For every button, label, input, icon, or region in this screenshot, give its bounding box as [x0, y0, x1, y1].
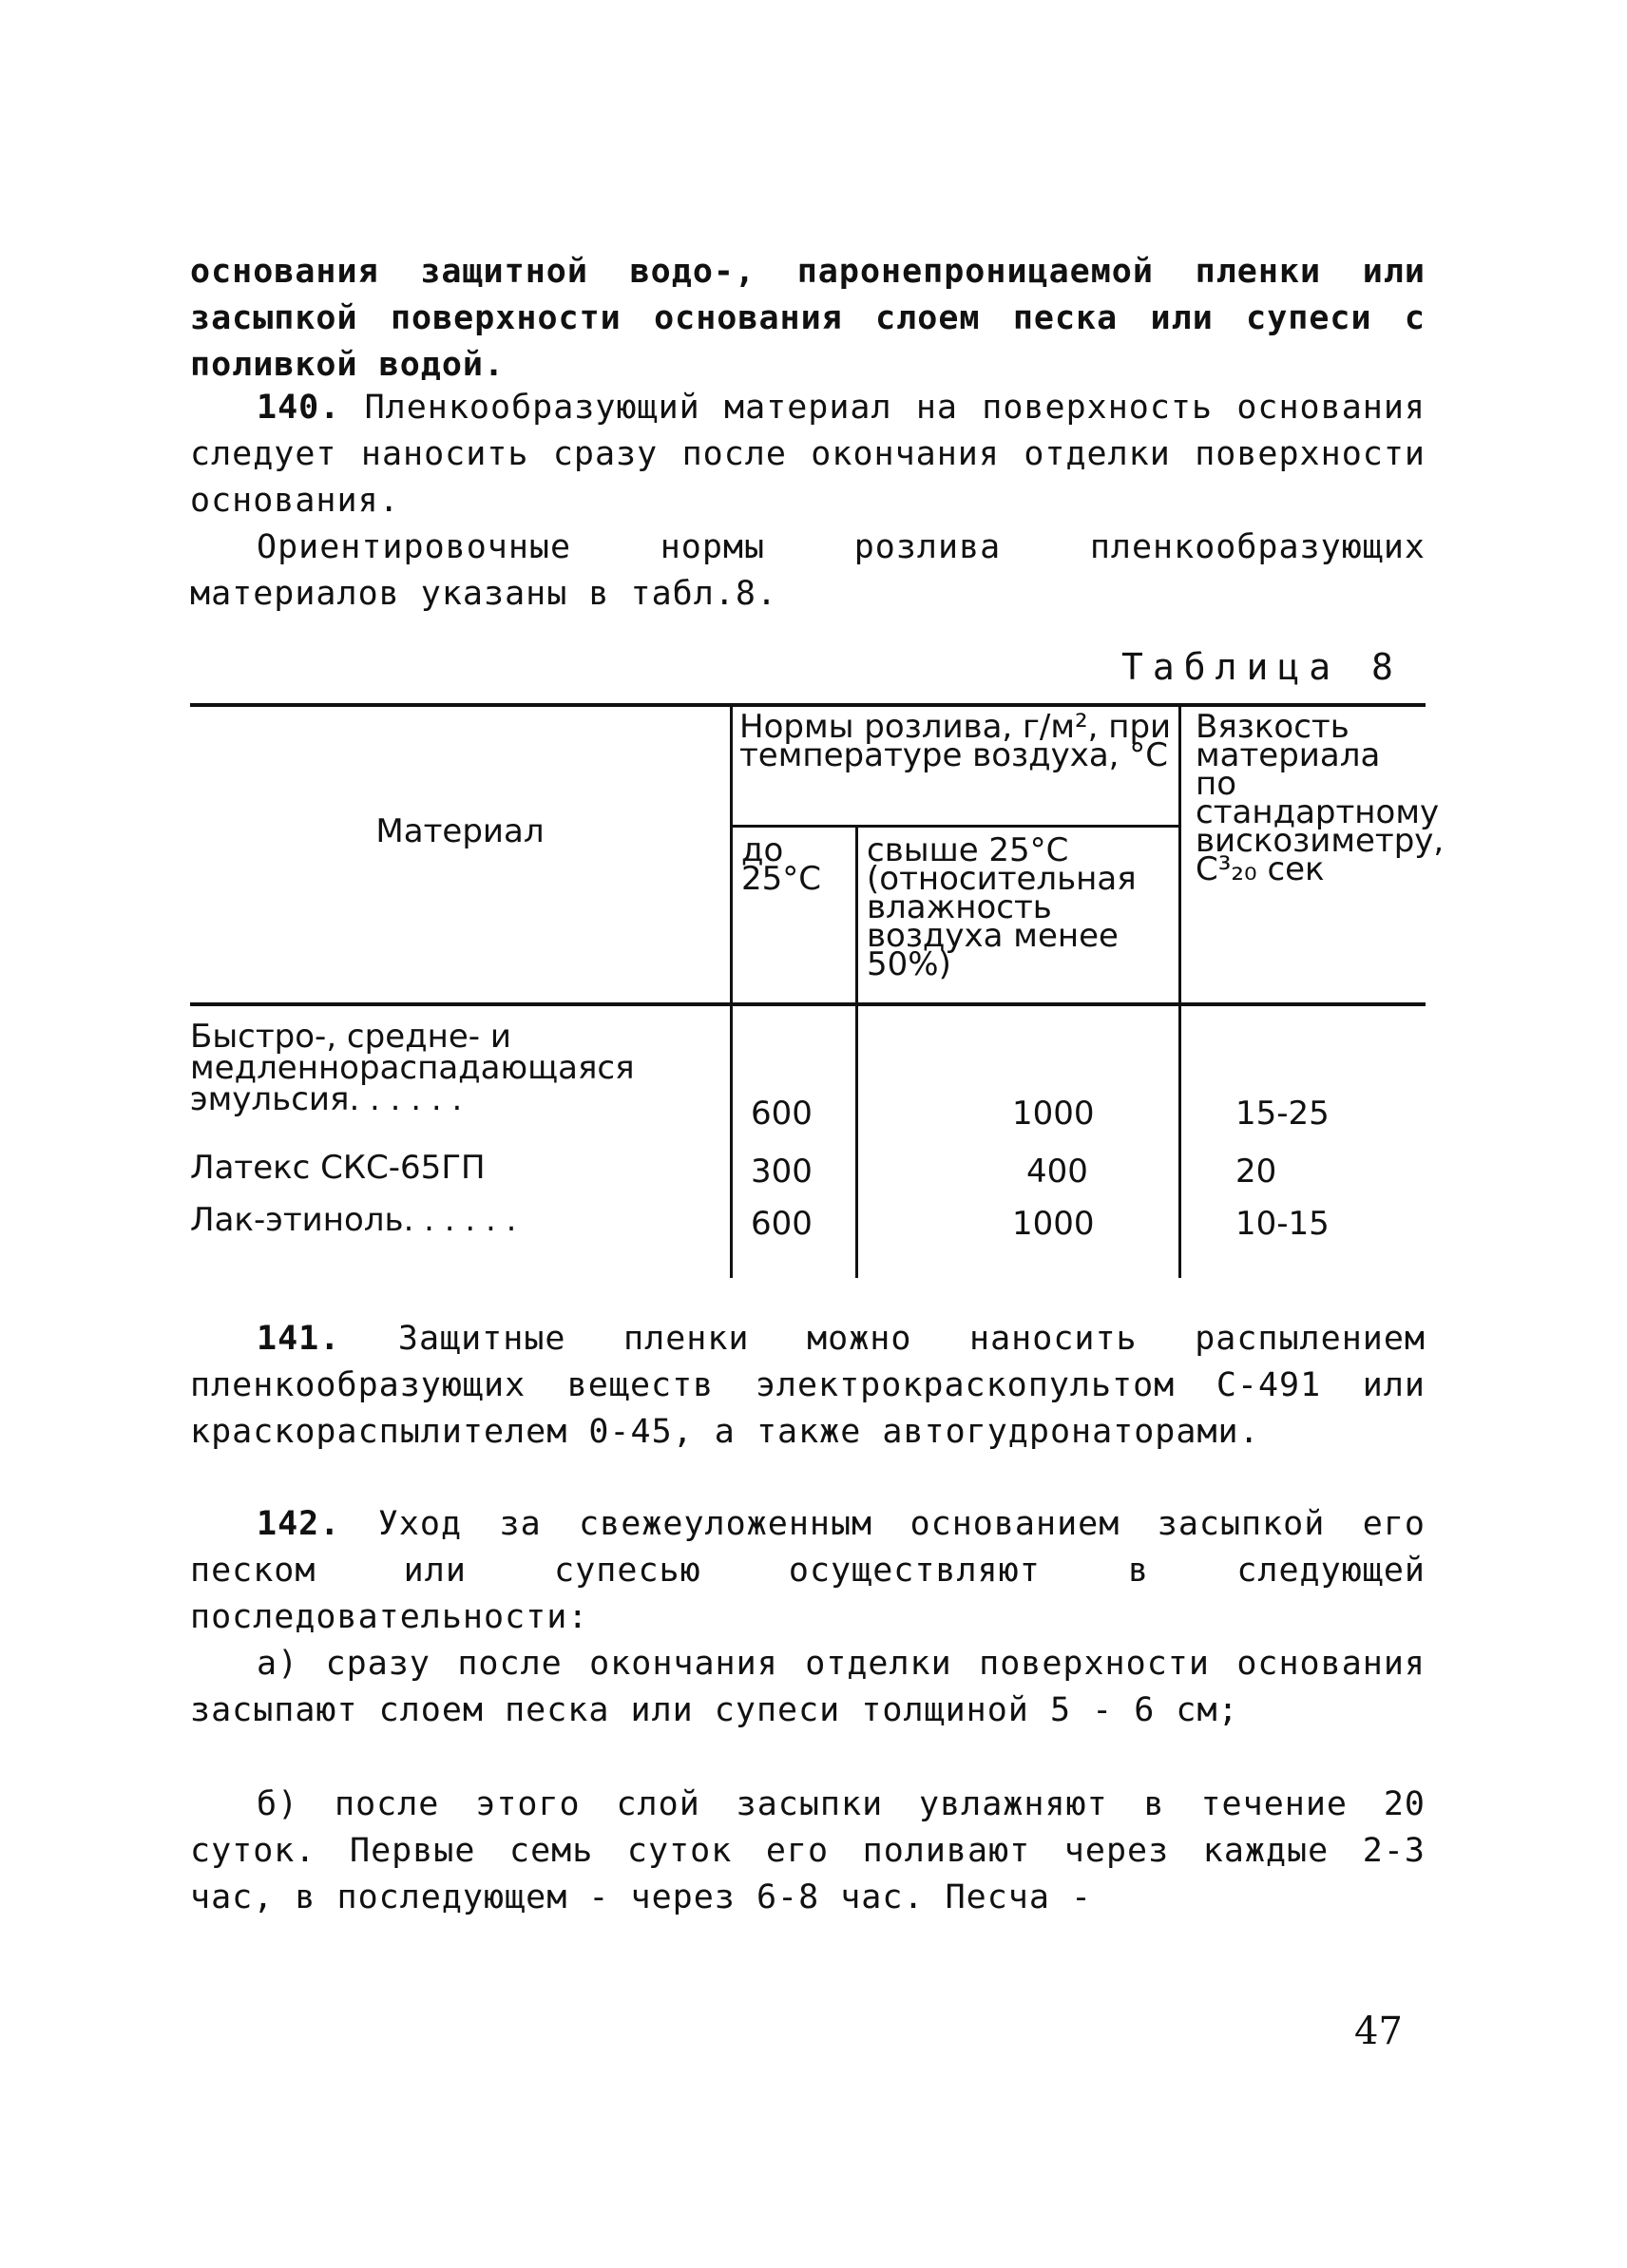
paragraph-text: Пленкообразующий материал на поверхность основания следует наносить сразу после окончания отделки поверхности основания.	[190, 389, 1426, 520]
page-number: 47	[1354, 2010, 1403, 2053]
paragraph-continuation	[190, 249, 1426, 389]
cell-above25: 400	[1026, 1153, 1088, 1191]
table-caption: Таблица 8	[1121, 646, 1403, 688]
paragraph-text: Ориентировочные нормы розлива пленкообразующих материалов указаны в табл.8.	[190, 528, 1426, 613]
table-row-material: Быстро-, средне- и медленнораспадающаяся эмульсия. . . . . .	[190, 1018, 635, 1118]
table-row-material: Лак-этиноль. . . . . .	[190, 1201, 517, 1239]
paragraph-text: основания защитной водо-, паронепроницаемой пленки или засыпкой поверхности основания слоем песка или супеси с поливкой водой.	[190, 253, 1426, 384]
paragraph-text: Уход за свежеуложенным основанием засыпкой его песком или супесью осуществляют в следующей последовательности:	[190, 1505, 1426, 1636]
cell-above25: 1000	[1012, 1205, 1095, 1243]
header-upto-25: до 25°С	[741, 831, 822, 898]
table-col-divider	[1178, 703, 1181, 1278]
paragraph-141	[190, 1316, 1426, 1456]
table-top-rule	[190, 703, 1426, 707]
header-material: Материал	[375, 812, 545, 850]
paragraph-number: 142.	[257, 1505, 341, 1543]
cell-viscosity: 15-25	[1235, 1095, 1330, 1133]
paragraph-norms	[190, 524, 1426, 618]
list-item-b	[190, 1782, 1426, 1921]
header-viscosity: Вязкость материала по стандартному вискозиметру, С³₂₀ сек	[1196, 708, 1445, 888]
table-subheader-rule	[730, 825, 1178, 828]
cell-above25: 1000	[1012, 1095, 1095, 1133]
table-row-material: Латекс СКС-65ГП	[190, 1149, 486, 1187]
list-item-text: а) сразу после окончания отделки поверхности основания засыпают слоем песка или супеси толщиной 5 - 6 см;	[190, 1645, 1426, 1729]
cell-upto25: 300	[751, 1153, 813, 1191]
cell-upto25: 600	[751, 1095, 813, 1133]
paragraph-140	[190, 385, 1426, 524]
paragraph-142	[190, 1501, 1426, 1641]
table-8	[190, 703, 1445, 1292]
paragraph-number: 140.	[257, 389, 341, 427]
list-item-a	[190, 1641, 1426, 1734]
table-col-divider	[855, 825, 858, 1278]
cell-upto25: 600	[751, 1205, 813, 1243]
list-item-text: б) после этого слой засыпки увлажняют в течение 20 суток. Первые семь суток его поливают через каждые 2-3 час, в последующем - через 6-8 час. Песча -	[190, 1785, 1426, 1916]
table-col-divider	[730, 703, 733, 1278]
header-above-25: свыше 25°С (относительная влажность воздуха менее 50%)	[867, 831, 1137, 983]
paragraph-text: Защитные пленки можно наносить распылением пленкообразующих веществ электрокраскопультом С-491 или краскораспылителем 0-45, а также автогудронаторами.	[190, 1320, 1426, 1451]
cell-viscosity: 10-15	[1235, 1205, 1330, 1243]
cell-viscosity: 20	[1235, 1153, 1277, 1191]
table-header-rule	[190, 1002, 1426, 1006]
paragraph-number: 141.	[257, 1320, 341, 1358]
header-norms: Нормы розлива, г/м², при температуре воздуха, °С	[739, 708, 1172, 774]
